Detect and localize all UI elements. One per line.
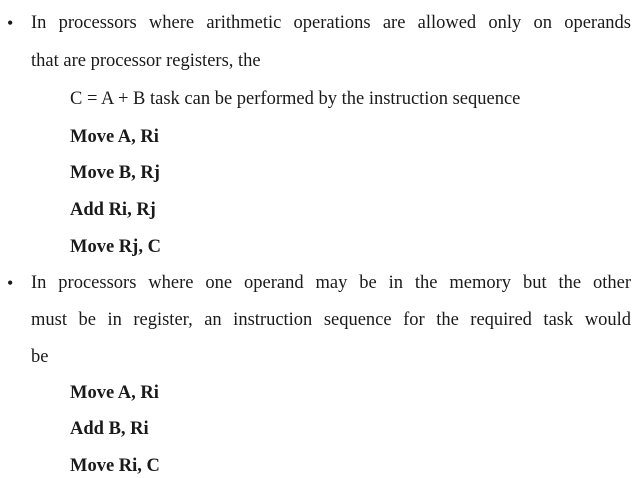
code-line: Move B, Rj [70, 163, 160, 183]
text: must be in register, an instruction sequence for the required task would [31, 310, 631, 330]
text: In processors where one operand may be in the memory but the other [31, 273, 631, 293]
text: In processors where arithmetic operations are allowed only on operands [31, 13, 631, 33]
bullet-marker: • [7, 273, 14, 293]
bullet-1-line-1-text [31, 12, 631, 34]
bullet-2-line-2 [31, 309, 631, 331]
bullet-2-line-3: be [31, 347, 49, 367]
bullet-marker: • [7, 13, 14, 33]
bullet-2-line-1 [31, 272, 631, 294]
code-line: Move A, Ri [70, 127, 159, 147]
code-line: Move A, Ri [70, 383, 159, 403]
code-line: Move Ri, C [70, 456, 160, 476]
bullet-1-line-1 [31, 12, 631, 34]
code-line: Add Ri, Rj [70, 200, 156, 220]
code-line: Add B, Ri [70, 419, 149, 439]
statement-line: C = A + B task can be performed by the instruction sequence [70, 89, 521, 109]
code-line: Move Rj, C [70, 237, 161, 257]
bullet-1-line-2: that are processor registers, the [31, 51, 261, 71]
